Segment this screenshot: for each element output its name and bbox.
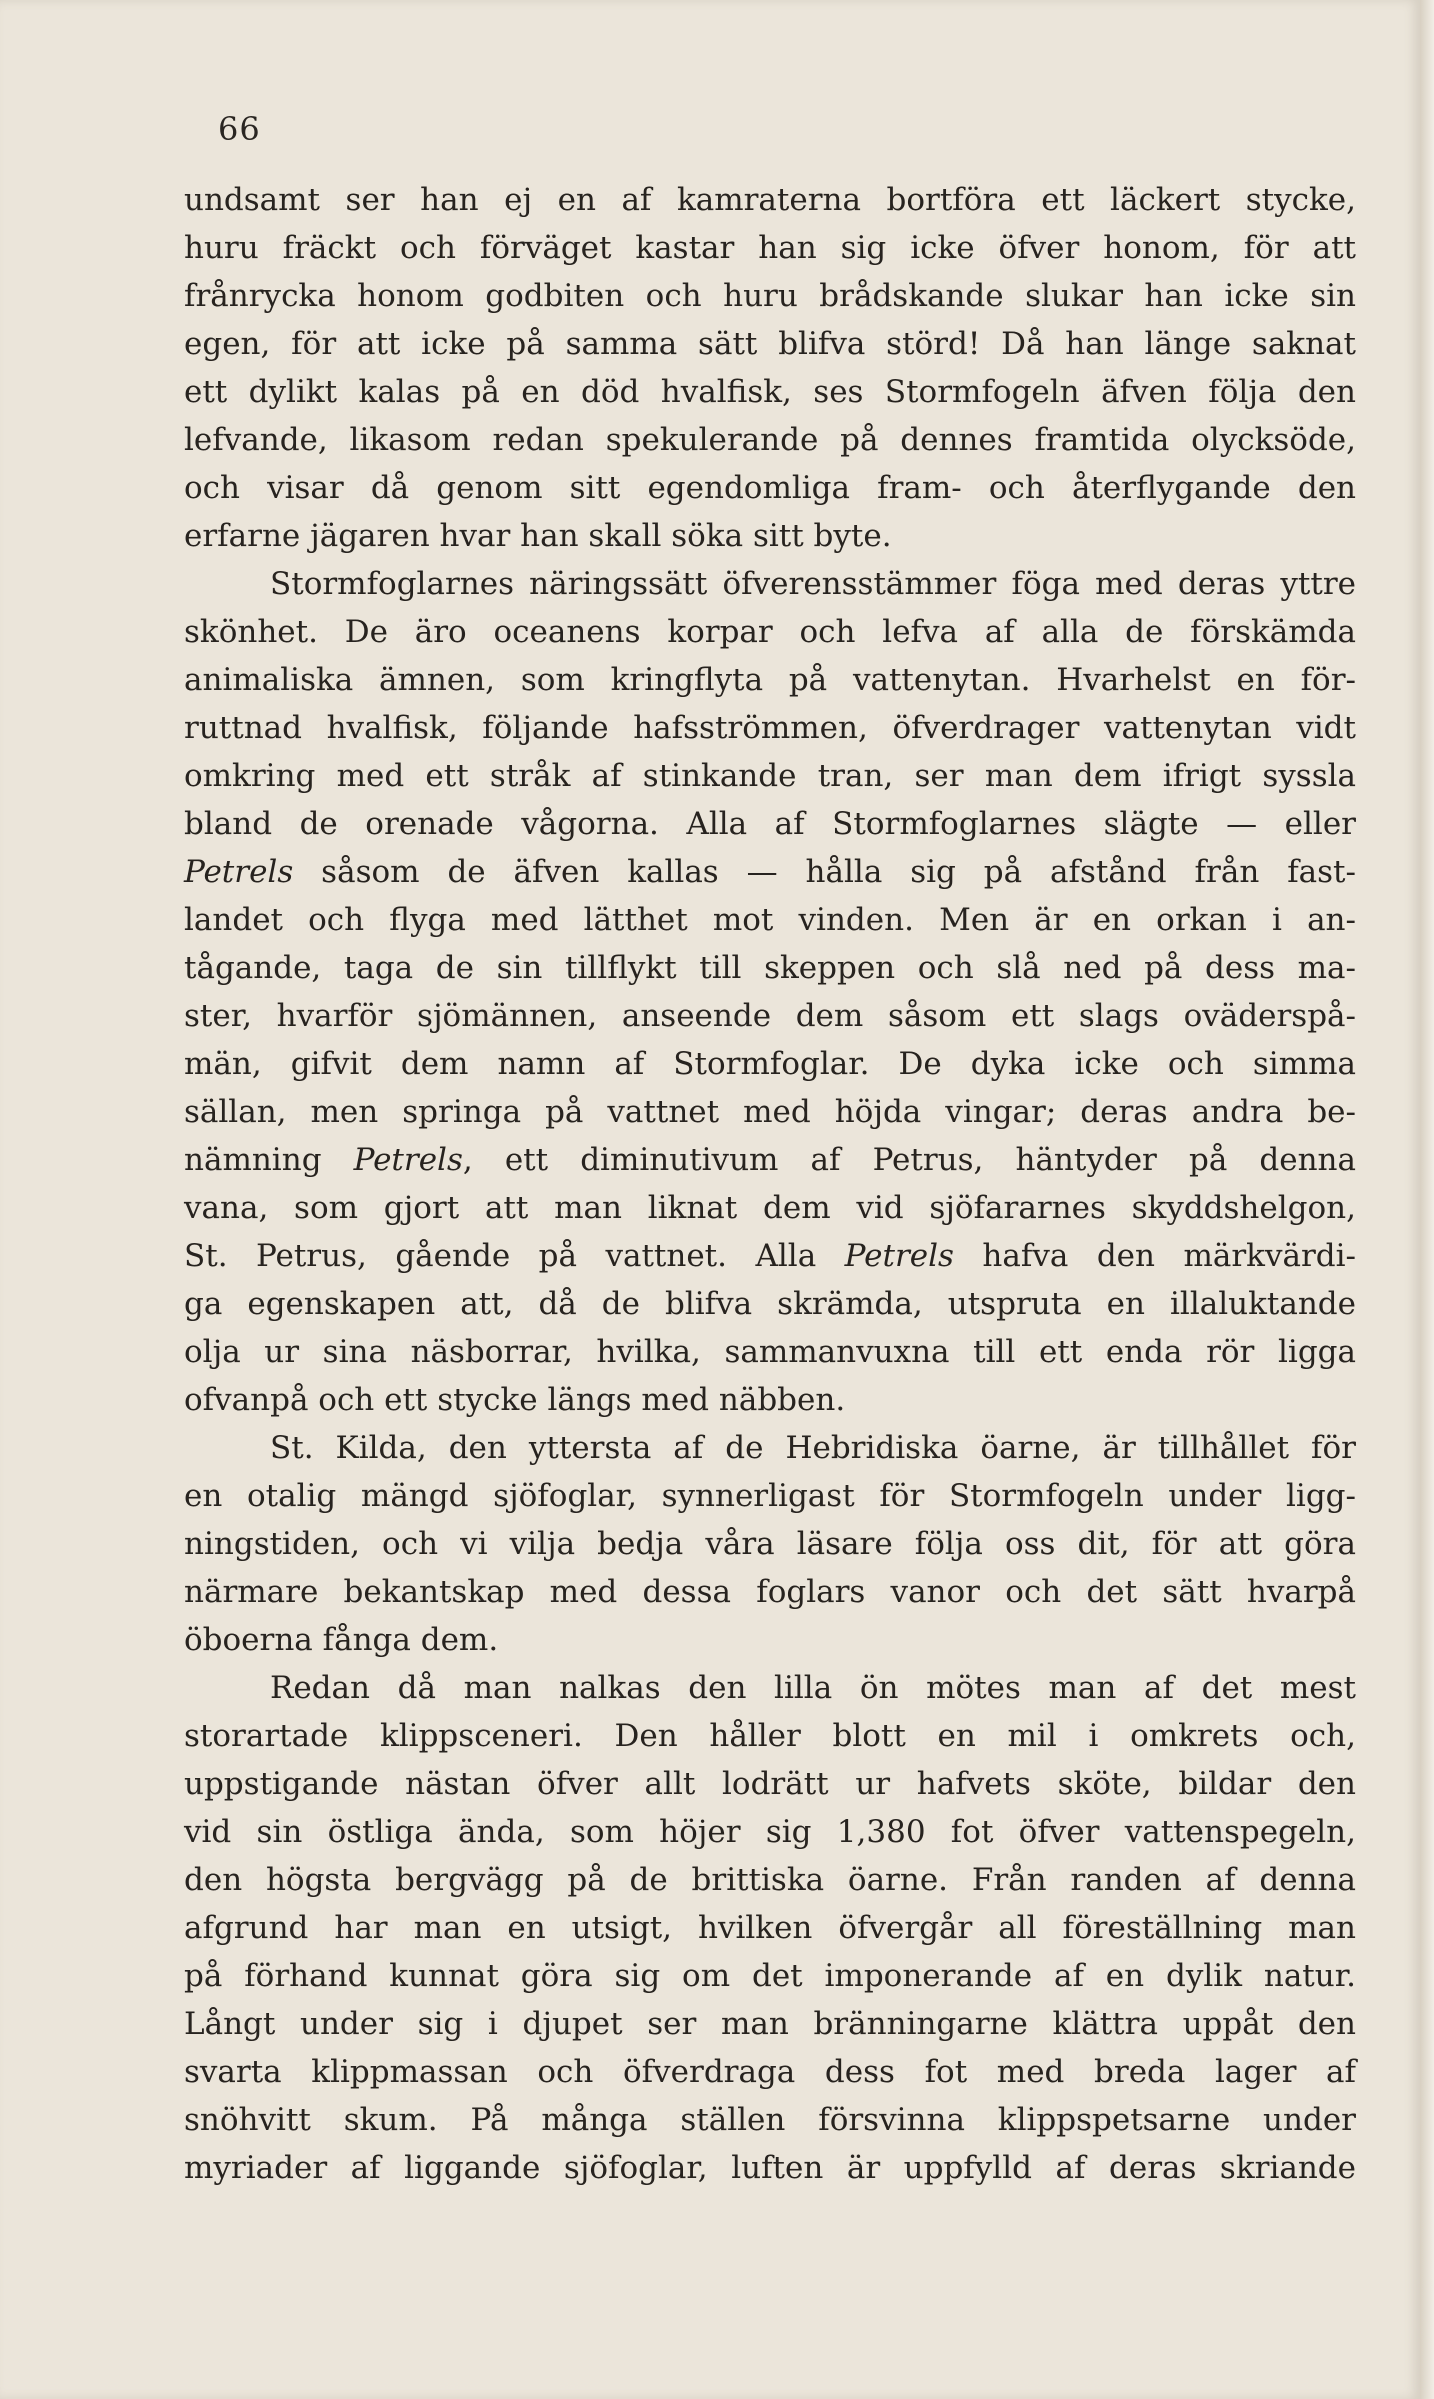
text-line: egen, för att icke på samma sätt blifva störd! Då han länge saknat xyxy=(184,326,1356,362)
text-line: på förhand kunnat göra sig om det imponerande af en dylik natur. xyxy=(184,1958,1356,1994)
body-text xyxy=(184,176,1356,2192)
italic-term: Petrels xyxy=(353,1142,463,1178)
text-line: vid sin östliga ända, som höjer sig 1,380 fot öfver vattenspegeln, xyxy=(184,1814,1356,1850)
text-line: olja ur sina näsborrar, hvilka, sammanvuxna till ett enda rör ligga xyxy=(184,1334,1356,1370)
text-line: öboerna fånga dem. xyxy=(184,1622,499,1658)
text-line: Stormfoglarnes näringssätt öfverensstämmer föga med deras yttre xyxy=(270,566,1356,602)
text-line: och visar då genom sitt egendomliga fram- och återflygande den xyxy=(184,470,1356,506)
text-line: män, gifvit dem namn af Stormfoglar. De dyka icke och simma xyxy=(184,1046,1356,1082)
text-line: uppstigande nästan öfver allt lodrätt ur hafvets sköte, bildar den xyxy=(184,1766,1356,1802)
text-line: ruttnad hvalfisk, följande hafsströmmen, öfverdrager vattenytan vidt xyxy=(184,710,1356,746)
text-line: erfarne jägaren hvar han skall söka sitt byte. xyxy=(184,518,892,554)
text-line: sällan, men springa på vattnet med höjda vingar; deras andra be- xyxy=(184,1094,1356,1130)
text-line: Långt under sig i djupet ser man bränningarne klättra uppåt den xyxy=(184,2006,1356,2042)
text-line: frånrycka honom godbiten och huru brådskande slukar han icke sin xyxy=(184,278,1356,314)
text-line: huru fräckt och förväget kastar han sig icke öfver honom, för att xyxy=(184,230,1356,266)
page-number: 66 xyxy=(218,110,261,148)
text-line: myriader af liggande sjöfoglar, luften är uppfylld af deras skriande xyxy=(184,2150,1356,2186)
text-line: St. Kilda, den yttersta af de Hebridiska öarne, är tillhållet för xyxy=(270,1430,1356,1466)
text-line: animaliska ämnen, som kringflyta på vattenytan. Hvarhelst en för- xyxy=(184,662,1356,698)
text-line: ett dylikt kalas på en död hvalfisk, ses Stormfogeln äfven följa den xyxy=(184,374,1356,410)
text-line: en otalig mängd sjöfoglar, synnerligast för Stormfogeln under ligg- xyxy=(184,1478,1356,1514)
text-line: landet och flyga med lätthet mot vinden. Men är en orkan i an- xyxy=(184,902,1356,938)
text-line: St. Petrus, gående på vattnet. Alla Petrels hafva den märkvärdi- xyxy=(184,1238,1356,1274)
text-line: Redan då man nalkas den lilla ön mötes man af det mest xyxy=(270,1670,1356,1706)
text-line: snöhvitt skum. På många ställen försvinna klippspetsarne under xyxy=(184,2102,1356,2138)
text-line: ster, hvarför sjömännen, anseende dem såsom ett slags oväderspå- xyxy=(184,998,1356,1034)
text-line: tågande, taga de sin tillflykt till skeppen och slå ned på dess ma- xyxy=(184,950,1356,986)
text-line: bland de orenade vågorna. Alla af Stormfoglarnes slägte — eller xyxy=(184,806,1356,842)
text-line: skönhet. De äro oceanens korpar och lefva af alla de förskämda xyxy=(184,614,1356,650)
text-line: nämning Petrels, ett diminutivum af Petrus, häntyder på denna xyxy=(184,1142,1356,1178)
text-line: lefvande, likasom redan spekulerande på dennes framtida olycksöde, xyxy=(184,422,1356,458)
text-line: vana, som gjort att man liknat dem vid sjöfararnes skyddshelgon, xyxy=(184,1190,1356,1226)
italic-term: Petrels xyxy=(844,1238,954,1274)
page-edge xyxy=(1420,0,1434,2399)
text-line: omkring med ett stråk af stinkande tran, ser man dem ifrigt syssla xyxy=(184,758,1356,794)
text-line: ningstiden, och vi vilja bedja våra läsare följa oss dit, för att göra xyxy=(184,1526,1356,1562)
text-line: undsamt ser han ej en af kamraterna bortföra ett läckert stycke, xyxy=(184,182,1356,218)
text-line: afgrund har man en utsigt, hvilken öfvergår all föreställning man xyxy=(184,1910,1356,1946)
text-line: ga egenskapen att, då de blifva skrämda, utspruta en illaluktande xyxy=(184,1286,1356,1322)
text-line: Petrels såsom de äfven kallas — hålla sig på afstånd från fast- xyxy=(184,854,1356,890)
text-line: den högsta bergvägg på de brittiska öarne. Från randen af denna xyxy=(184,1862,1356,1898)
text-line: storartade klippsceneri. Den håller blott en mil i omkrets och, xyxy=(184,1718,1356,1754)
text-line: ofvanpå och ett stycke längs med näbben. xyxy=(184,1382,846,1418)
italic-term: Petrels xyxy=(184,854,294,890)
text-line: närmare bekantskap med dessa foglars vanor och det sätt hvarpå xyxy=(184,1574,1356,1610)
text-line: svarta klippmassan och öfverdraga dess fot med breda lager af xyxy=(184,2054,1356,2090)
